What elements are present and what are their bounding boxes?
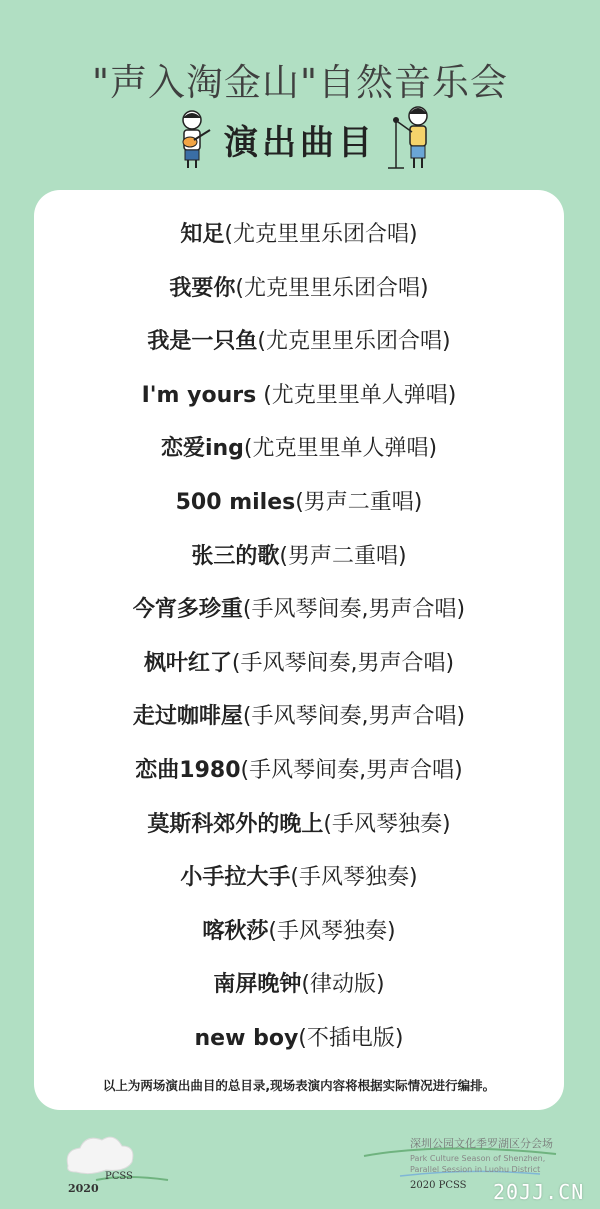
song-note: (尤克里里单人弹唱) — [243, 436, 438, 462]
page-title: "声入淘金山"自然音乐会 — [91, 61, 509, 104]
song-item — [34, 422, 564, 476]
watermark: 20JJ.CN — [493, 1180, 585, 1204]
song-note: (手风琴间奏,男声合唱) — [240, 757, 463, 783]
song-title: 知足 — [180, 222, 225, 247]
pcss-logo-text: PCSS — [105, 1171, 133, 1182]
song-item — [34, 1012, 564, 1066]
song-note: (手风琴独奏) — [290, 865, 418, 891]
song-title: new boy — [194, 1025, 299, 1051]
song-item — [34, 315, 564, 369]
singer-illustration — [384, 104, 436, 172]
song-title: 走过咖啡屋 — [132, 704, 243, 730]
song-title: 喀秋莎 — [202, 918, 269, 944]
song-title: 莫斯科郊外的晚上 — [147, 811, 324, 837]
song-item — [34, 476, 564, 530]
song-item — [34, 583, 564, 637]
song-title: 恋爱ing — [160, 436, 244, 462]
song-title: 500 miles — [175, 489, 296, 515]
song-note: (尤克里里单人弹唱) — [256, 382, 457, 408]
song-title: 今宵多珍重 — [132, 597, 243, 623]
song-list — [34, 208, 564, 1066]
song-title: 小手拉大手 — [180, 865, 291, 891]
song-title: 恋曲1980 — [135, 757, 241, 783]
pcss-logo-year: 2020 — [68, 1182, 99, 1195]
song-title: 我是一只鱼 — [147, 329, 258, 355]
song-title: 南屏晚钟 — [213, 972, 302, 998]
season-logo-cn: 深圳公园文化季罗湖区分会场 — [410, 1137, 553, 1150]
song-item — [34, 208, 564, 262]
song-note: (手风琴独奏) — [323, 811, 451, 837]
song-title: 张三的歌 — [191, 543, 280, 569]
song-item — [34, 637, 564, 691]
song-note: (手风琴间奏,男声合唱) — [242, 704, 466, 730]
song-item — [34, 262, 564, 316]
song-note: (手风琴独奏) — [268, 918, 396, 944]
song-item — [34, 744, 564, 798]
song-note: (尤克里里乐团合唱) — [235, 275, 429, 301]
program-card — [34, 190, 564, 1110]
song-item — [34, 905, 564, 959]
song-note: (手风琴间奏,男声合唱) — [242, 597, 466, 623]
song-note: (律动版) — [301, 972, 385, 998]
song-note: (手风琴间奏,男声合唱) — [231, 650, 455, 676]
song-item — [34, 851, 564, 905]
song-note: (尤克里里乐团合唱) — [224, 222, 418, 247]
song-title: I'm yours — [141, 382, 257, 408]
song-item — [34, 369, 564, 423]
song-title: 我要你 — [169, 275, 236, 301]
song-note: (不插电版) — [298, 1025, 404, 1051]
page-subtitle: 演出曲目 — [224, 123, 376, 163]
song-note: (男声二重唱) — [295, 489, 423, 515]
season-logo-en-line2: Parallel Session in Luohu District — [410, 1165, 541, 1174]
song-item — [34, 530, 564, 584]
song-note: (尤克里里乐团合唱) — [257, 329, 451, 355]
song-item — [34, 690, 564, 744]
song-title: 枫叶红了 — [143, 650, 232, 676]
song-item — [34, 958, 564, 1012]
footnote: 以上为两场演出曲目的总目录,现场表演内容将根据实际情况进行编排。 — [102, 1078, 496, 1093]
song-note: (男声二重唱) — [279, 543, 407, 569]
song-item — [34, 798, 564, 852]
season-logo-en-line1: Park Culture Season of Shenzhen, — [410, 1154, 546, 1163]
season-logo-year: 2020 PCSS — [410, 1180, 467, 1191]
